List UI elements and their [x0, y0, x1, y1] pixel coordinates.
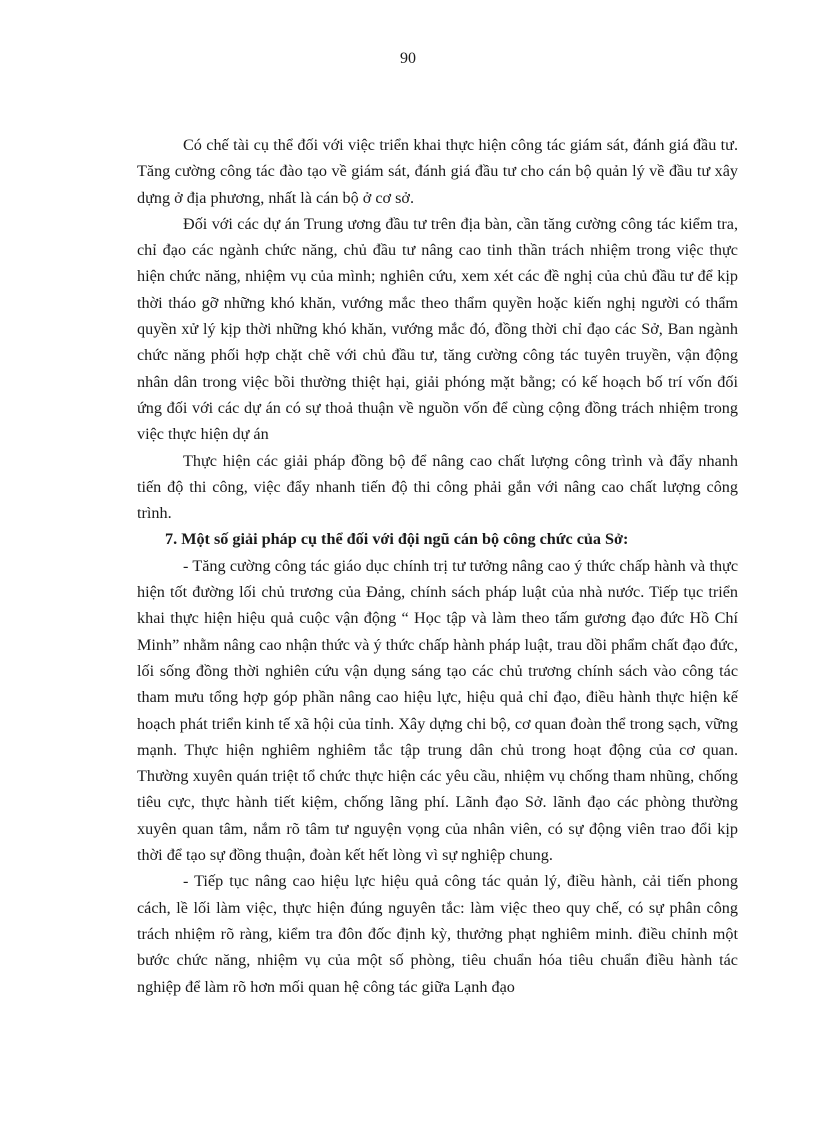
paragraph-construction-quality: Thực hiện các giải pháp đồng bộ để nâng cao chất lượng công trình và đẩy nhanh tiến độ thi công, việc đẩy nhanh tiến độ thi công phải gắn với nâng cao chất lượng công trình.: [137, 451, 738, 523]
paragraph-management-efficiency: - Tiếp tục nâng cao hiệu lực hiệu quả công tác quản lý, điều hành, cải tiến phong cách, lề lối làm việc, thực hiện đúng nguyên tắc: làm việc theo quy chế, có sự phân công trách nhiệm rõ ràng, kiểm tra đôn đốc định kỳ, thưởng phạt nghiêm minh. điều chỉnh một bước chức năng, nhiệm vụ của một số phòng, tiêu chuẩn hóa tiêu chuẩn điều hành tác nghiệp để làm rõ hơn mối quan hệ công tác giữa Lạnh đạo: [137, 872, 738, 996]
paragraph-central-projects: Đối với các dự án Trung ương đầu tư trên địa bàn, cần tăng cường công tác kiểm tra, chỉ đạo các ngành chức năng, chủ đầu tư nâng cao tinh thần trách nhiệm trong việc thực hiện chức năng, nhiệm vụ của mình; nghiên cứu, xem xét các đề nghị của chủ đầu tư để kịp thời tháo gỡ những khó khăn, vướng mắc theo thẩm quyền hoặc kiến nghị người có thẩm quyền xử lý kịp thời những khó khăn, vướng mắc đó, đồng thời chỉ đạo các Sở, Ban ngành chức năng phối hợp chặt chẽ với chủ đầu tư, tăng cường công tác tuyên truyền, vận động nhân dân trong việc bồi thường thiệt hại, giải phóng mặt bằng; có kế hoạch bố trí vốn đối ứng đối với các dự án có sự thoả thuận về nguồn vốn để cùng cộng đồng trách nhiệm trong việc thực hiện dự án: [137, 214, 738, 444]
paragraph-monitoring-sanctions: Có chế tài cụ thể đối với việc triển khai thực hiện công tác giám sát, đánh giá đầu tư. Tăng cường công tác đào tạo về giám sát, đánh giá đầu tư cho cán bộ quản lý về đầu tư xây dựng ở địa phương, nhất là cán bộ ở cơ sở.: [137, 136, 738, 207]
paragraph-political-education: - Tăng cường công tác giáo dục chính trị tư tưởng nâng cao ý thức chấp hành và thực hiện tốt đường lối chủ trương của Đảng, chính sách pháp luật của nhà nước. Tiếp tục triển khai thực hiện hiệu quả cuộc vận động “ Học tập và làm theo tấm gương đạo đức Hồ Chí Minh” nhằm nâng cao nhận thức và ý thức chấp hành pháp luật, trau dồi phẩm chất đạo đức, lối sống đồng thời nghiên cứu vận dụng sáng tạo các chủ trương chính sách vào công tác tham mưu tổng hợp góp phần nâng cao hiệu lực, hiệu quả chỉ đạo, điều hành thực hiện kế hoạch phát triển kinh tế xã hội của tỉnh. Xây dựng chi bộ, cơ quan đoàn thể trong sạch, vững mạnh. Thực hiện nghiêm nghiêm tắc tập trung dân chủ trong hoạt động của cơ quan. Thường xuyên quán triệt tổ chức thực hiện các yêu cầu, nhiệm vụ chống tham nhũng, chống tiêu cực, thực hành tiết kiệm, chống lãng phí. Lãnh đạo Sở. lãnh đạo các phòng thường xuyên quan tâm, nắm rõ tâm tư nguyện vọng của nhân viên, có sự động viên trao đổi kịp thời để tạo sự đồng thuận, đoàn kết hết lòng vì sự nghiệp chung.: [137, 556, 738, 865]
page-number: 90: [400, 50, 416, 67]
document-body: [137, 132, 738, 1000]
section-heading-7: 7. Một số giải pháp cụ thể đối với đội ngũ cán bộ công chức của Sở:: [165, 530, 629, 549]
